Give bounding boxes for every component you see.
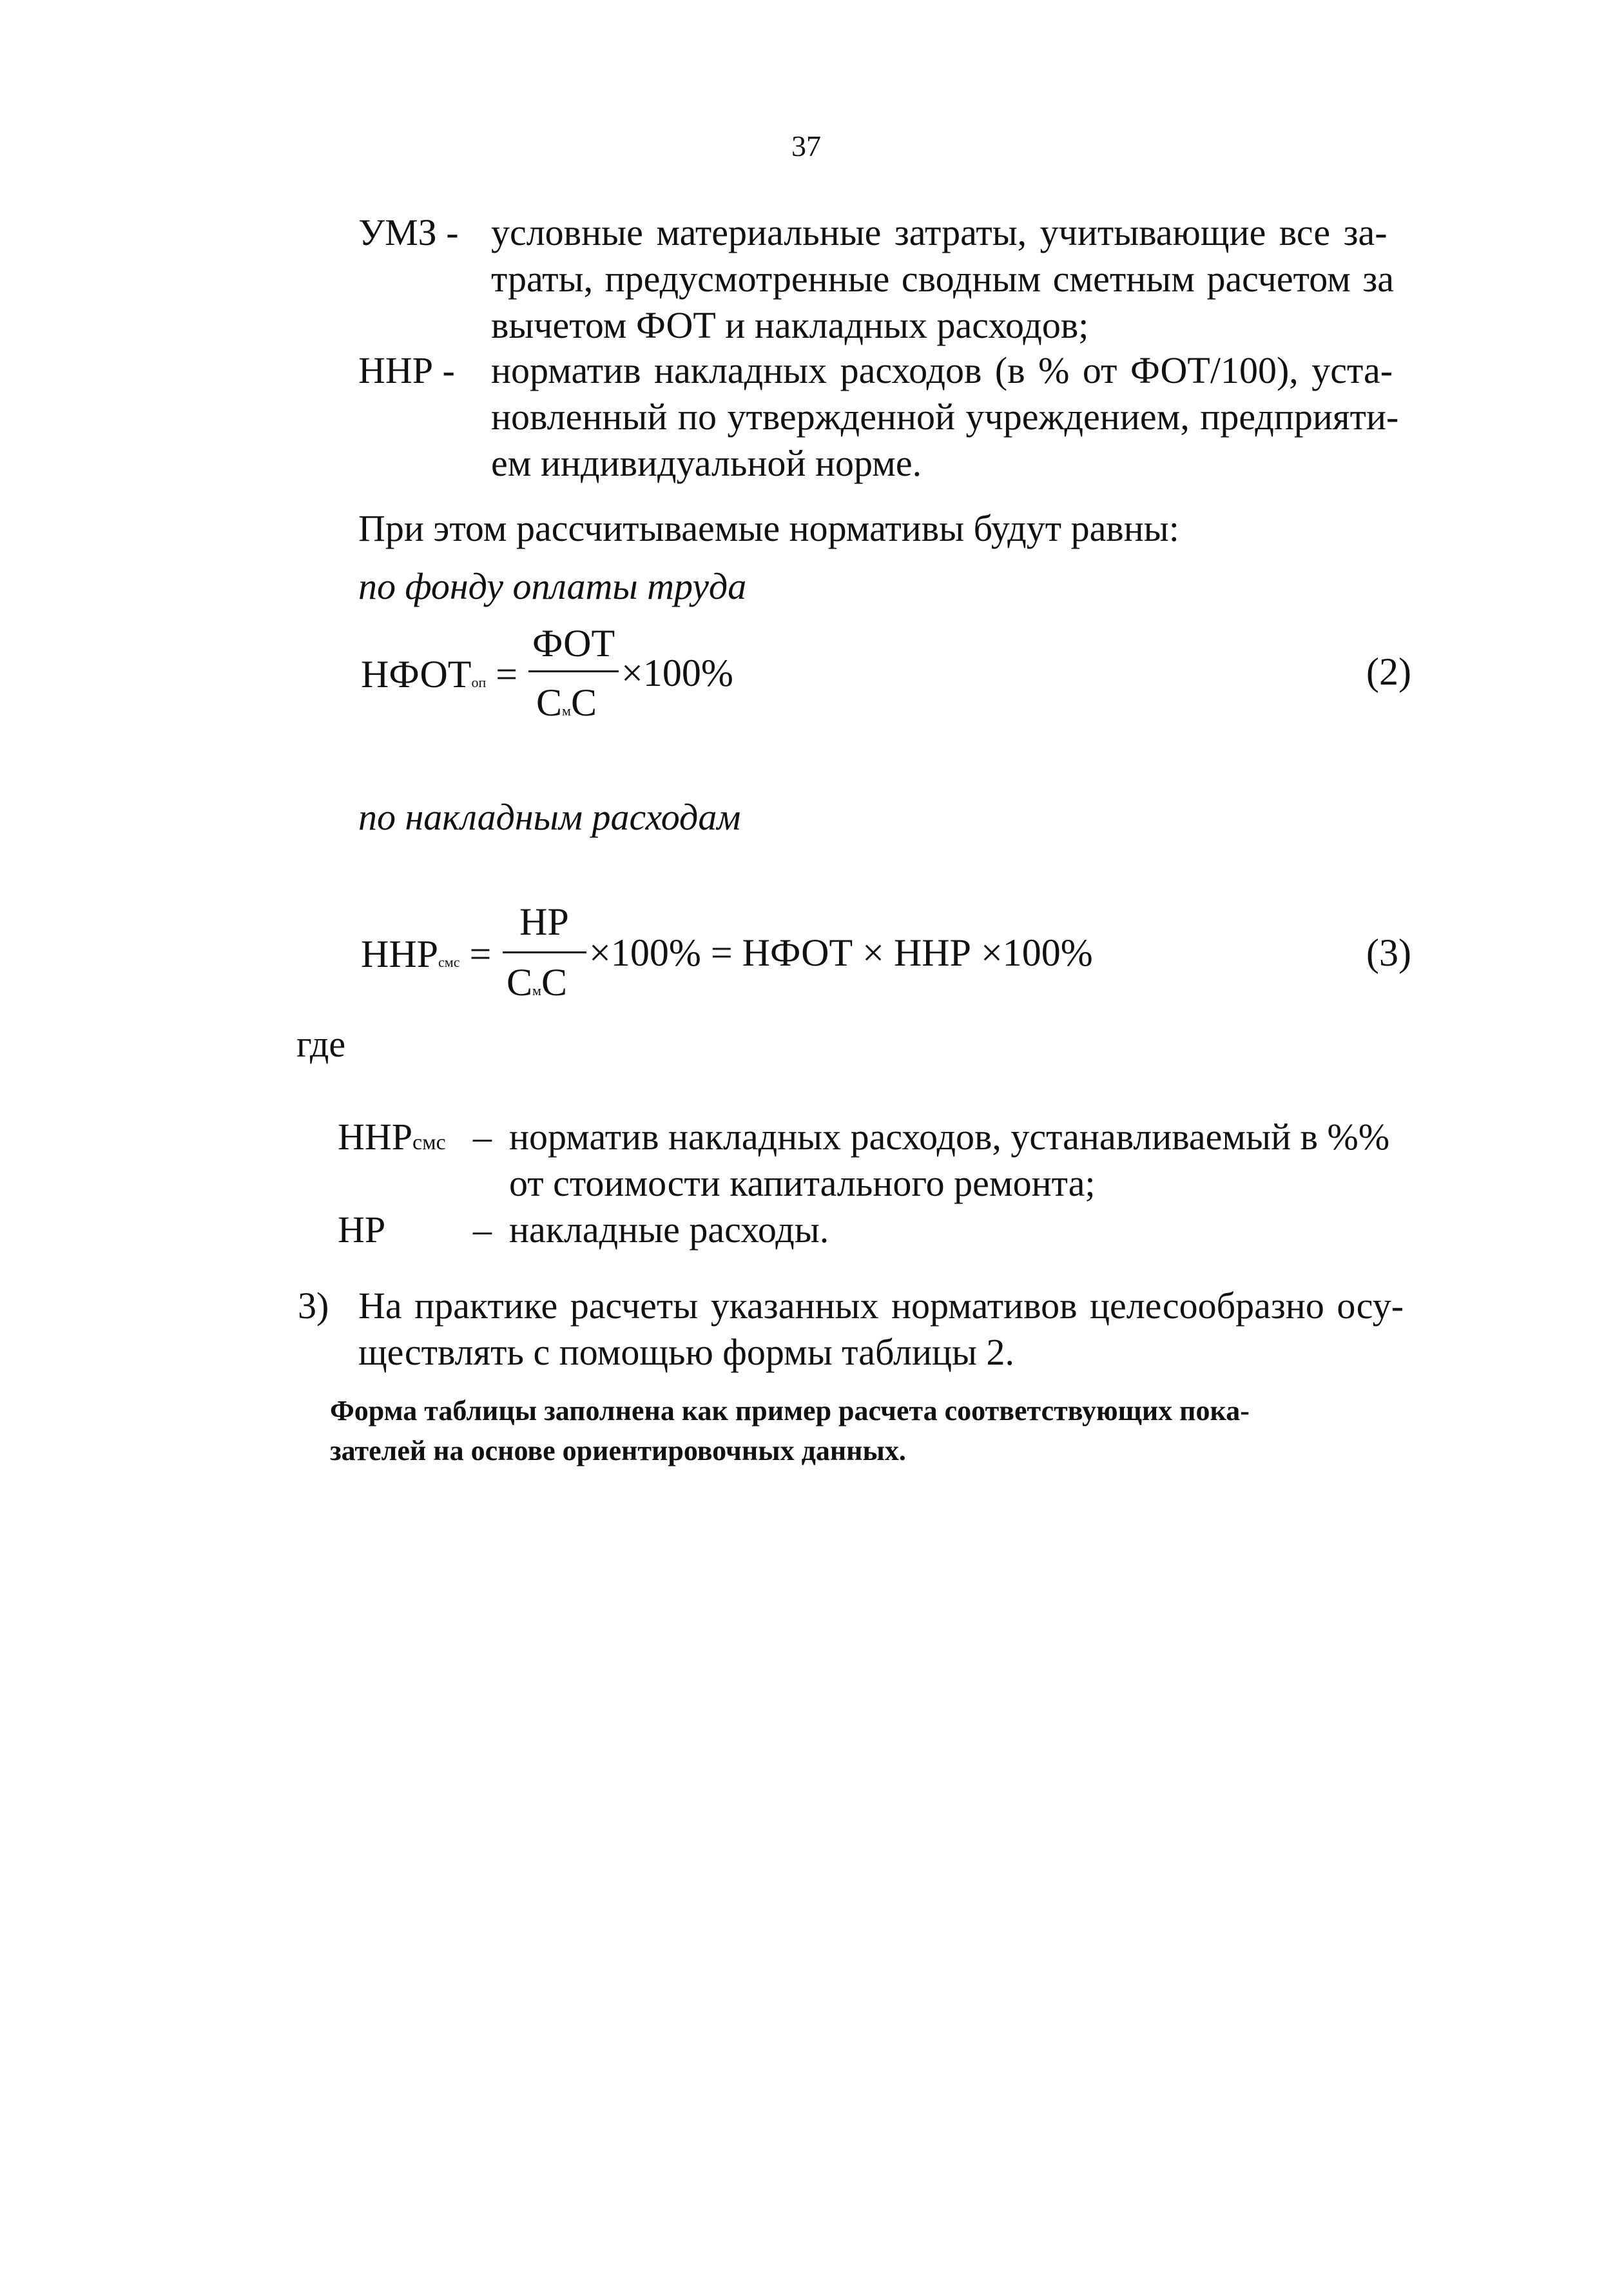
formula2-number: (2) <box>1366 650 1411 693</box>
formula3-denominator: СмС <box>507 961 567 1004</box>
formula2-tail: ×100% <box>621 652 733 694</box>
formula3-numerator: НР <box>519 900 569 943</box>
where-word: где <box>296 1023 346 1065</box>
formula2-heading: по фонду оплаты труда <box>358 565 747 607</box>
formula3-number: (3) <box>1366 931 1411 974</box>
definition-line: норматив накладных расходов, устанавливаемый в %% <box>509 1116 1390 1158</box>
formula3-lhs-main: ННР <box>361 933 439 975</box>
page-number: 37 <box>791 130 821 162</box>
formula3-tail: ×100% = НФОТ × ННР ×100% <box>589 931 1093 974</box>
list-item-line: ществлять с помощью формы таблицы 2. <box>358 1331 1015 1373</box>
definition-dash: – <box>473 1209 492 1251</box>
formula2-lhs <box>361 652 517 697</box>
formula2-fraction-bar <box>528 670 619 672</box>
definition-dash: – <box>473 1116 492 1158</box>
definition-term: УМЗ - <box>358 211 459 253</box>
definition-line: вычетом ФОТ и накладных расходов; <box>491 304 1089 346</box>
definition-line: от стоимости капитального ремонта; <box>509 1162 1096 1204</box>
definition-line: норматив накладных расходов (в % от ФОТ/100), уста- <box>491 349 1393 391</box>
formula2-denominator: СмС <box>536 681 597 724</box>
definition-line: условные материальные затраты, учитывающие все за- <box>491 211 1387 253</box>
formula3-lhs-sub: смс <box>438 954 460 970</box>
intro-text: При этом рассчитываемые нормативы будут равны: <box>358 507 1179 549</box>
formula2-eq: = <box>496 653 518 696</box>
formula2-numerator: ФОТ <box>532 622 615 665</box>
note-line: зателей на основе ориентировочных данных. <box>330 1435 906 1466</box>
formula3-fraction-bar <box>503 951 586 953</box>
formula3-lhs <box>361 932 491 977</box>
formula2-lhs-main: НФОТ <box>361 653 472 696</box>
definition-line: ем индивидуальной норме. <box>491 442 922 484</box>
definition-term: ННР - <box>358 349 455 391</box>
definition-term: ННРсмс <box>338 1116 446 1158</box>
list-item-marker: 3) <box>298 1285 329 1327</box>
definition-line: новленный по утвержденной учреждением, предприяти- <box>491 396 1399 438</box>
definition-line: накладные расходы. <box>509 1209 829 1251</box>
formula3-heading: по накладным расходам <box>358 796 741 838</box>
formula2-lhs-sub: оп <box>471 674 487 690</box>
formula3-eq: = <box>469 933 492 975</box>
definition-line: траты, предусмотренные сводным сметным расчетом за <box>491 258 1395 300</box>
definition-term: НР <box>338 1209 386 1251</box>
list-item-line: На практике расчеты указанных нормативов целесообразно осу- <box>358 1285 1404 1327</box>
note-line: Форма таблицы заполнена как пример расчета соответствующих пока- <box>330 1395 1250 1426</box>
